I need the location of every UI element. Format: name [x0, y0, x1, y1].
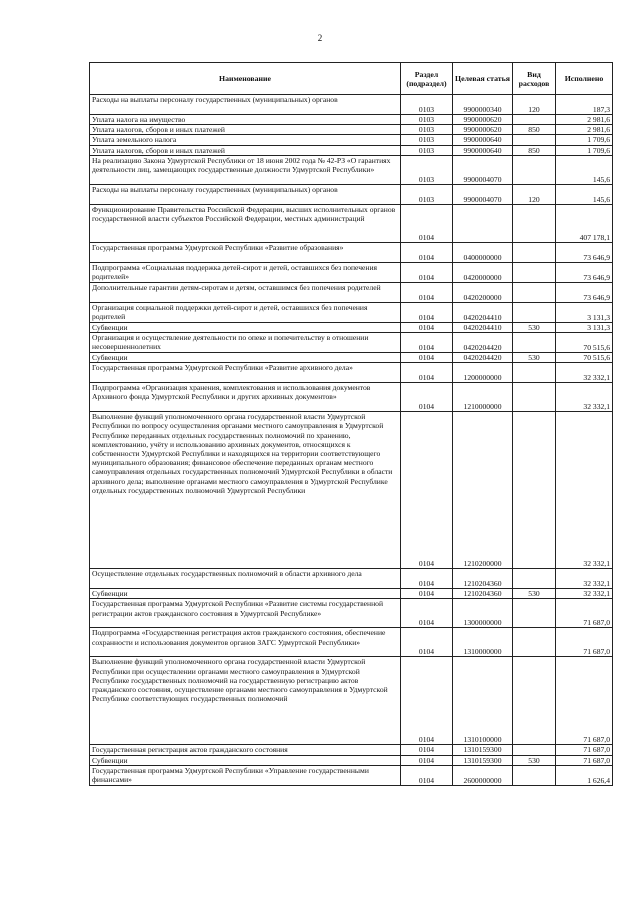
table-row	[90, 242, 613, 262]
cell-target: 0420204410	[453, 302, 513, 322]
cell-executed: 71 687,0	[556, 755, 613, 765]
cell-name: Расходы на выплаты персоналу государственных (муниципальных) органов	[90, 95, 401, 115]
table-row	[90, 333, 613, 353]
cell-target: 0420200000	[453, 282, 513, 302]
table-row	[90, 353, 613, 363]
table-row	[90, 125, 613, 135]
cell-executed: 3 131,3	[556, 322, 613, 332]
table-row	[90, 569, 613, 589]
cell-section: 0104	[401, 755, 453, 765]
table-row	[90, 599, 613, 628]
cell-executed: 32 332,1	[556, 363, 613, 383]
cell-executed: 32 332,1	[556, 589, 613, 599]
cell-target: 9900004070	[453, 155, 513, 184]
cell-executed: 145,6	[556, 155, 613, 184]
cell-type: 850	[513, 145, 556, 155]
cell-name: Подпрограмма «Организация хранения, комплектования и использования документов Архивного фонда Удмуртской Республики и других архивных документов»	[90, 383, 401, 412]
cell-section: 0104	[401, 353, 453, 363]
cell-type	[513, 282, 556, 302]
header-executed: Исполнено	[556, 63, 613, 95]
table-row	[90, 322, 613, 332]
cell-type: 120	[513, 95, 556, 115]
page-number: 2	[317, 33, 323, 43]
cell-section: 0103	[401, 125, 453, 135]
cell-name: Государственная программа Удмуртской Республики «Развитие системы государственной регистрации актов гражданского состояния в Удмуртской Республике»	[90, 599, 401, 628]
cell-name: Подпрограмма «Социальная поддержка детей-сирот и детей, оставшихся без попечения родителей»	[90, 262, 401, 282]
cell-name: Выполнение функций уполномоченного органа государственной власти Удмуртской Республики при осуществлении органами местного самоуправления в Удмуртской Республике государственных полномочий на государственную регистрацию актов гражданского состояния, осуществление органами местного самоуправления в Удмуртской Республике соответствующих государственных полномочий	[90, 657, 401, 745]
table-row	[90, 745, 613, 755]
cell-executed: 73 646,9	[556, 282, 613, 302]
table-row	[90, 145, 613, 155]
cell-executed: 3 131,3	[556, 302, 613, 322]
cell-target: 1210200000	[453, 412, 513, 569]
cell-section: 0104	[401, 765, 453, 785]
cell-section: 0104	[401, 302, 453, 322]
header-section: Раздел (подраздел)	[401, 63, 453, 95]
cell-target: 9900000620	[453, 115, 513, 125]
cell-type	[513, 599, 556, 628]
cell-target: 9900000340	[453, 95, 513, 115]
cell-type	[513, 242, 556, 262]
cell-executed: 70 515,6	[556, 353, 613, 363]
cell-section: 0104	[401, 262, 453, 282]
table-row	[90, 204, 613, 242]
cell-target: 1310159300	[453, 755, 513, 765]
cell-type: 530	[513, 755, 556, 765]
cell-target: 0420204420	[453, 333, 513, 353]
table-row	[90, 155, 613, 184]
cell-executed: 73 646,9	[556, 262, 613, 282]
header-type: Вид расходов	[513, 63, 556, 95]
cell-executed: 407 178,1	[556, 204, 613, 242]
cell-type	[513, 262, 556, 282]
cell-type: 120	[513, 184, 556, 204]
cell-name: Подпрограмма «Государственная регистрация актов гражданского состояния, обеспечение сохранности и использования документов органов ЗАГС Удмуртской Республики»	[90, 628, 401, 657]
cell-name: Осуществление отдельных государственных полномочий в области архивного дела	[90, 569, 401, 589]
cell-name: Дополнительные гарантии детям-сиротам и детям, оставшимся без попечения родителей	[90, 282, 401, 302]
cell-section: 0104	[401, 657, 453, 745]
cell-section: 0104	[401, 569, 453, 589]
header-name: Наименование	[90, 63, 401, 95]
table-row	[90, 282, 613, 302]
cell-name: Функционирование Правительства Российской Федерации, высших исполнительных органов государственной власти субъектов Российской Федерации, местных администраций	[90, 204, 401, 242]
cell-section: 0104	[401, 412, 453, 569]
table-row	[90, 302, 613, 322]
cell-section: 0103	[401, 145, 453, 155]
cell-section: 0104	[401, 383, 453, 412]
cell-name: Уплата налогов, сборов и иных платежей	[90, 125, 401, 135]
cell-name: Субвенции	[90, 755, 401, 765]
cell-section: 0103	[401, 184, 453, 204]
cell-type	[513, 333, 556, 353]
cell-name: Государственная программа Удмуртской Республики «Развитие образования»	[90, 242, 401, 262]
cell-name: Организация социальной поддержки детей-сирот и детей, оставшихся без попечения родителей	[90, 302, 401, 322]
cell-type	[513, 302, 556, 322]
cell-type	[513, 383, 556, 412]
cell-target: 1210204360	[453, 589, 513, 599]
cell-target: 0400000000	[453, 242, 513, 262]
cell-type	[513, 628, 556, 657]
table-row	[90, 363, 613, 383]
cell-target: 1200000000	[453, 363, 513, 383]
cell-executed: 2 981,6	[556, 115, 613, 125]
table-row	[90, 755, 613, 765]
cell-type: 530	[513, 353, 556, 363]
cell-section: 0103	[401, 135, 453, 145]
cell-type	[513, 155, 556, 184]
header-target: Целевая статья	[453, 63, 513, 95]
cell-type: 530	[513, 322, 556, 332]
cell-executed: 73 646,9	[556, 242, 613, 262]
cell-type	[513, 135, 556, 145]
table-row	[90, 383, 613, 412]
table-row	[90, 589, 613, 599]
cell-section: 0104	[401, 242, 453, 262]
cell-section: 0104	[401, 745, 453, 755]
cell-executed: 187,3	[556, 95, 613, 115]
cell-type	[513, 569, 556, 589]
cell-section: 0103	[401, 155, 453, 184]
table-row	[90, 657, 613, 745]
cell-type: 850	[513, 125, 556, 135]
cell-executed: 2 981,6	[556, 125, 613, 135]
cell-target: 0420000000	[453, 262, 513, 282]
cell-section: 0103	[401, 95, 453, 115]
cell-section: 0104	[401, 282, 453, 302]
cell-target: 9900004070	[453, 184, 513, 204]
cell-name: Государственная программа Удмуртской Республики «Управление государственными финансами»	[90, 765, 401, 785]
table-row	[90, 115, 613, 125]
cell-target: 9900000640	[453, 135, 513, 145]
cell-name: Государственная регистрация актов гражданского состояния	[90, 745, 401, 755]
cell-name: Расходы на выплаты персоналу государственных (муниципальных) органов	[90, 184, 401, 204]
cell-section: 0104	[401, 599, 453, 628]
cell-name: Уплата налогов, сборов и иных платежей	[90, 145, 401, 155]
cell-name: Субвенции	[90, 322, 401, 332]
cell-target: 9900000620	[453, 125, 513, 135]
cell-target: 1310100000	[453, 657, 513, 745]
cell-type	[513, 765, 556, 785]
cell-section: 0104	[401, 333, 453, 353]
cell-name: Субвенции	[90, 353, 401, 363]
cell-target: 0420204410	[453, 322, 513, 332]
cell-executed: 32 332,1	[556, 412, 613, 569]
table-row	[90, 628, 613, 657]
cell-type	[513, 204, 556, 242]
cell-type	[513, 412, 556, 569]
table-row	[90, 95, 613, 115]
cell-executed: 71 687,0	[556, 657, 613, 745]
cell-type	[513, 115, 556, 125]
cell-type: 530	[513, 589, 556, 599]
cell-executed: 32 332,1	[556, 569, 613, 589]
cell-name: Организация и осуществление деятельности по опеке и попечительству в отношении несовершеннолетних	[90, 333, 401, 353]
cell-section: 0104	[401, 363, 453, 383]
cell-target: 9900000640	[453, 145, 513, 155]
cell-section: 0104	[401, 322, 453, 332]
cell-target: 1310000000	[453, 628, 513, 657]
cell-type	[513, 745, 556, 755]
cell-executed: 71 687,0	[556, 745, 613, 755]
cell-executed: 32 332,1	[556, 383, 613, 412]
cell-name: Субвенции	[90, 589, 401, 599]
cell-target: 1210204360	[453, 569, 513, 589]
cell-target: 2600000000	[453, 765, 513, 785]
cell-executed: 1 626,4	[556, 765, 613, 785]
cell-target: 1310159300	[453, 745, 513, 755]
cell-executed: 1 709,6	[556, 135, 613, 145]
cell-executed: 71 687,0	[556, 599, 613, 628]
cell-name: Уплата земельного налога	[90, 135, 401, 145]
budget-table	[89, 62, 613, 786]
cell-executed: 71 687,0	[556, 628, 613, 657]
cell-executed: 70 515,6	[556, 333, 613, 353]
cell-target: 1300000000	[453, 599, 513, 628]
cell-section: 0103	[401, 115, 453, 125]
table-row	[90, 184, 613, 204]
table-row	[90, 262, 613, 282]
cell-section: 0104	[401, 628, 453, 657]
cell-section: 0104	[401, 204, 453, 242]
cell-name: На реализацию Закона Удмуртской Республики от 18 июня 2002 года № 42-РЗ «О гарантиях деятельности лиц, замещающих государственные должности Удмуртской Республики»	[90, 155, 401, 184]
cell-target	[453, 204, 513, 242]
cell-type	[513, 657, 556, 745]
cell-executed: 1 709,6	[556, 145, 613, 155]
table-row	[90, 412, 613, 569]
cell-target: 1210000000	[453, 383, 513, 412]
table-row	[90, 765, 613, 785]
cell-name: Выполнение функций уполномоченного органа государственной власти Удмуртской Республики по вопросу осуществления органами местного самоуправления в Удмуртской Республике переданных отдельных государственных полномочий по хранению, комплектованию, учёту и использованию архивных документов, относящихся к собственности Удмуртской Республики и находящихся на территории соответствующего муниципального образования; финансовое обеспечение переданных органам местного самоуправления отдельных государственных полномочий Удмуртской Республики в области архивного дела; выполнение органами местного самоуправления в Удмуртской Республике отдельных государственных полномочий Удмуртской Республики	[90, 412, 401, 569]
table-header-row	[90, 63, 613, 95]
cell-name: Государственная программа Удмуртской Республики «Развитие архивного дела»	[90, 363, 401, 383]
cell-executed: 145,6	[556, 184, 613, 204]
cell-target: 0420204420	[453, 353, 513, 363]
cell-type	[513, 363, 556, 383]
table-row	[90, 135, 613, 145]
cell-name: Уплата налога на имущество	[90, 115, 401, 125]
cell-section: 0104	[401, 589, 453, 599]
